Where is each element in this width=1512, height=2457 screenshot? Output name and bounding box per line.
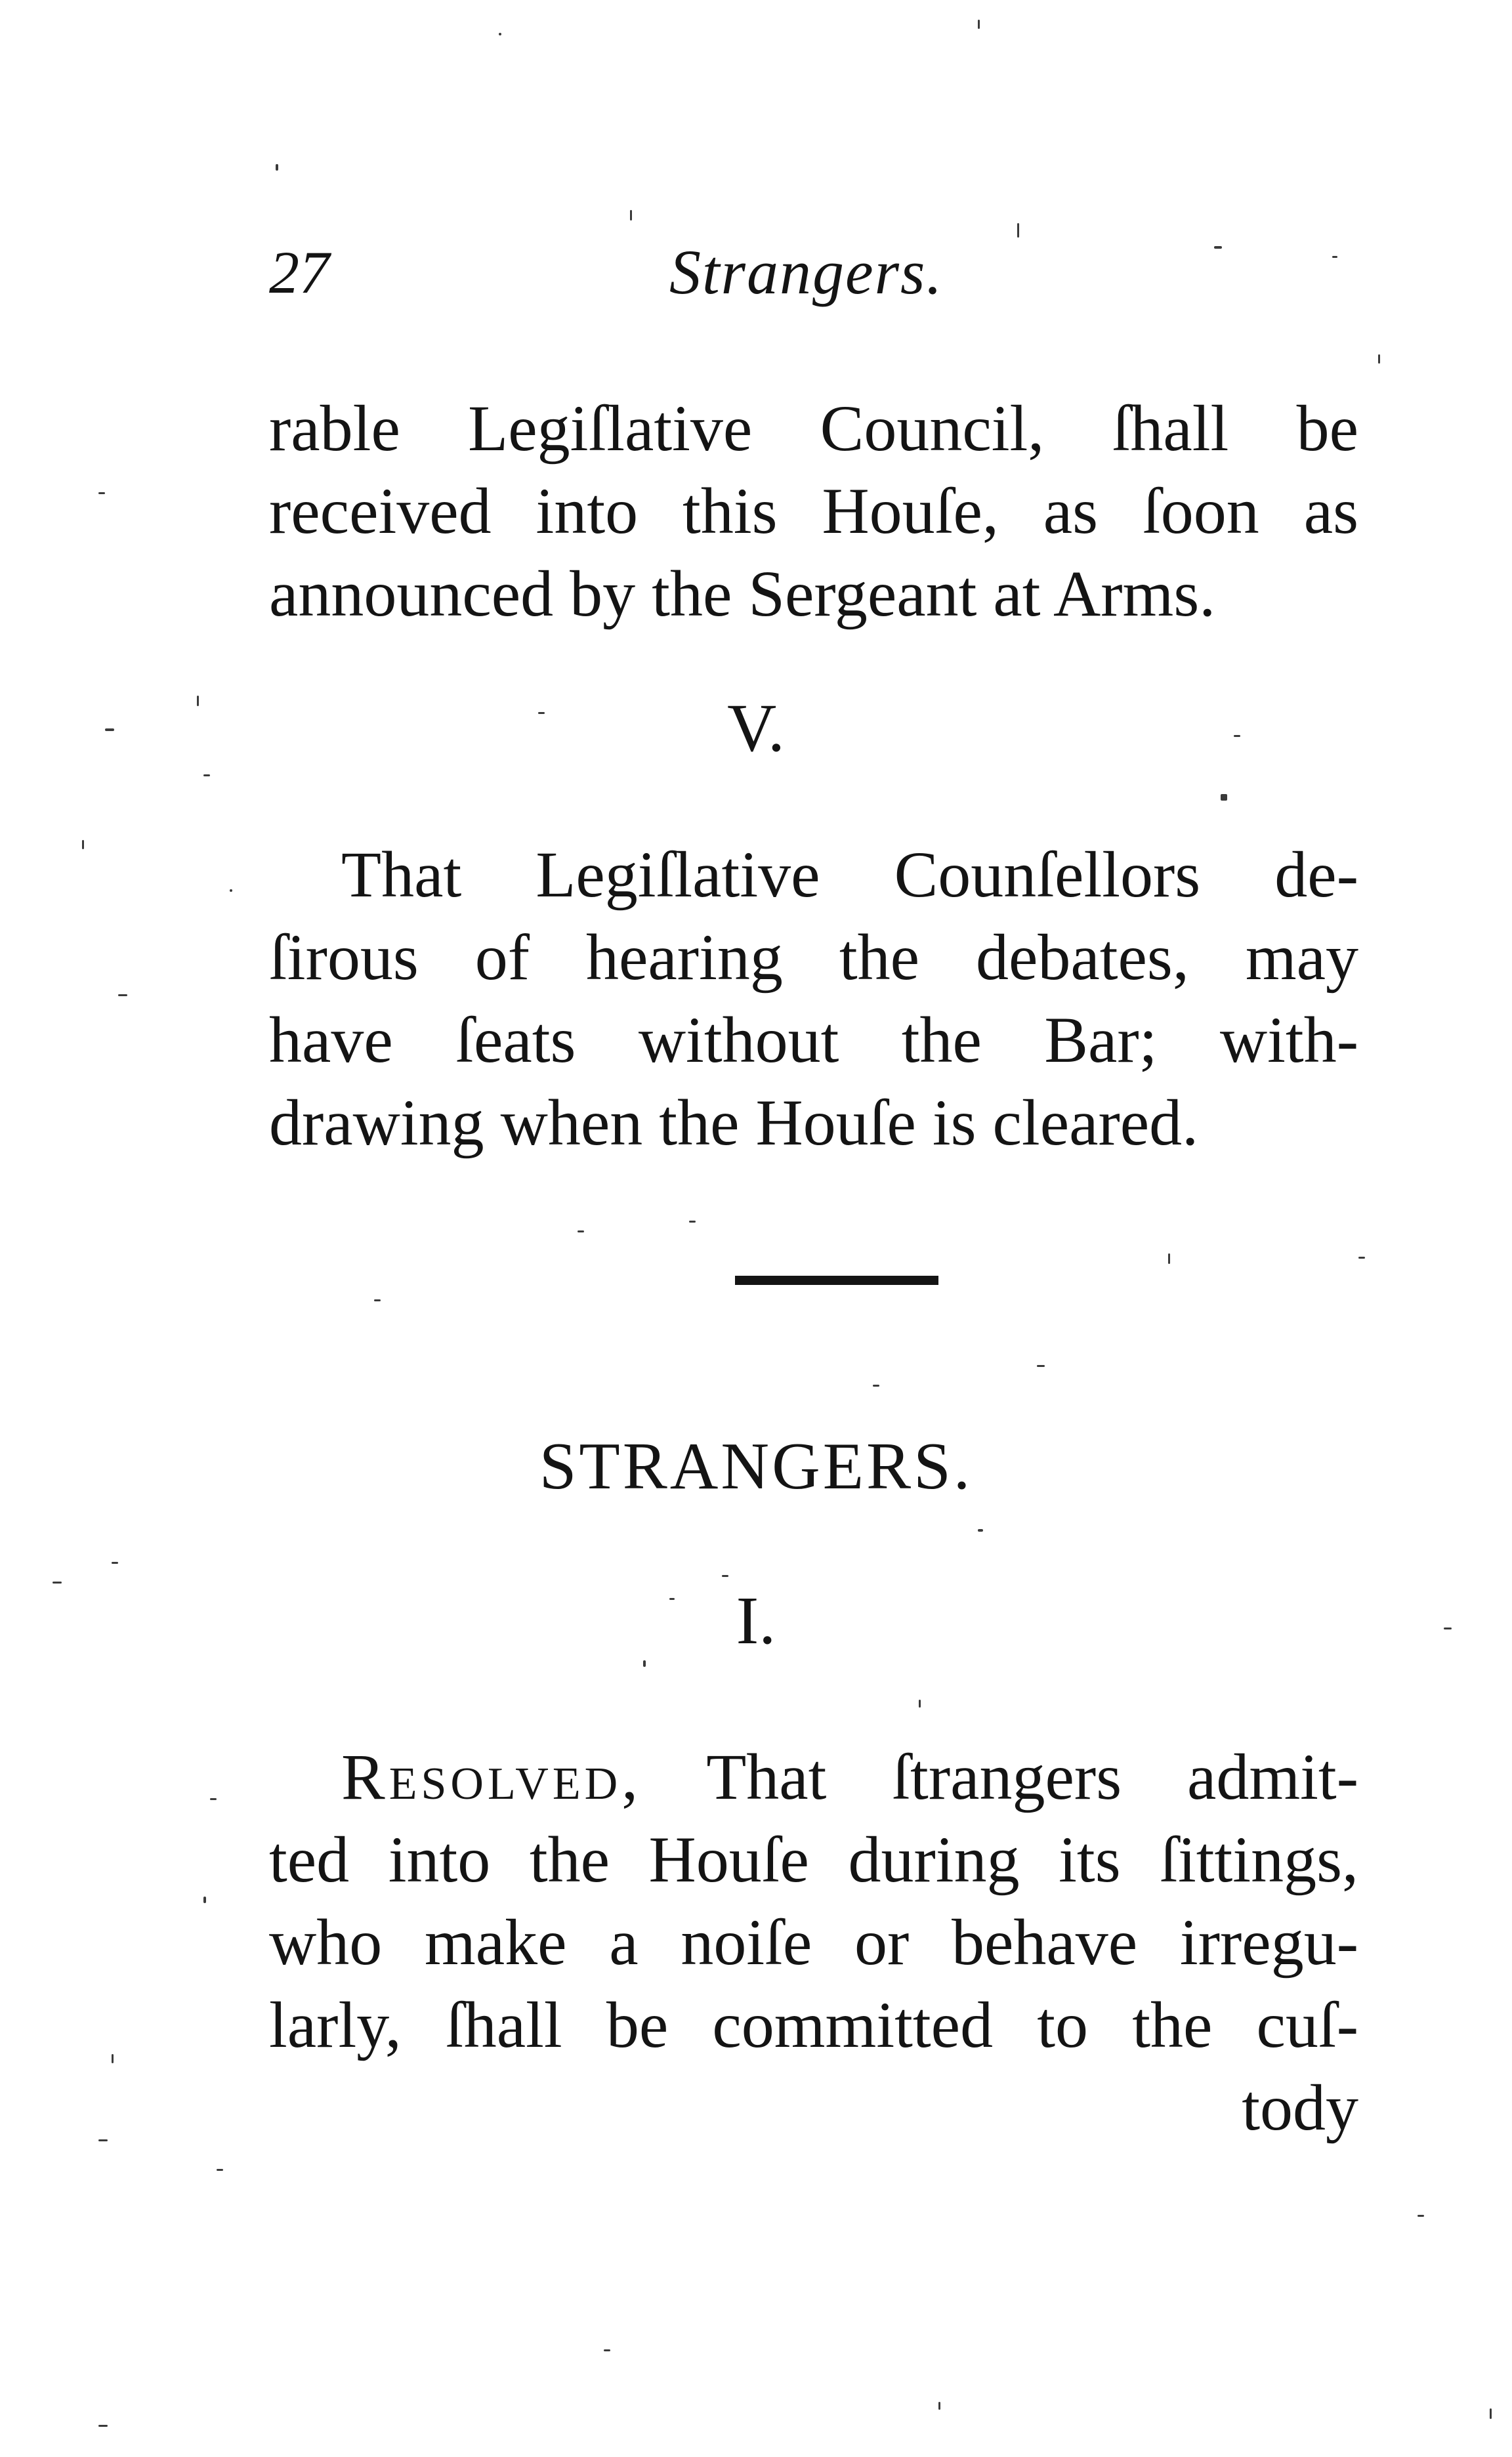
- scan-speck: [112, 1562, 118, 1564]
- scan-speck: [203, 774, 210, 776]
- scan-speck: [873, 1385, 879, 1387]
- scan-speck: [118, 994, 127, 996]
- scan-speck: [1017, 223, 1019, 238]
- running-head: [269, 233, 1358, 312]
- scan-speck: [98, 2425, 108, 2427]
- catchword: tody: [1242, 2071, 1358, 2144]
- scan-speck: [1168, 1253, 1170, 1264]
- scan-speck: [1418, 2215, 1424, 2217]
- section-five-paragraph: [269, 833, 1358, 1164]
- scan-speck: [210, 1798, 217, 1800]
- text-line: who make a noiſe or behave irregu-: [269, 1906, 1358, 1979]
- text-line: rable Legiſlative Council, ſhall be: [269, 392, 1358, 465]
- scan-speck: [105, 728, 114, 731]
- scan-speck: [978, 20, 980, 29]
- scan-speck: [919, 1700, 921, 1708]
- scan-speck: [112, 2054, 114, 2063]
- scan-speck: [230, 889, 232, 892]
- scan-speck: [98, 2139, 108, 2141]
- scan-speck: [1214, 246, 1222, 249]
- scan-speck: [276, 164, 278, 171]
- section-four-continuation: [269, 387, 1358, 635]
- text-line: That Legiſlative Counſellors de-: [341, 838, 1358, 911]
- text-line-first: [269, 1736, 1358, 1818]
- scan-speck: [1037, 1365, 1045, 1367]
- page-number: 27: [269, 239, 329, 306]
- scan-speck: [538, 712, 545, 714]
- scan-speck: [1234, 735, 1240, 737]
- scan-speck: [630, 210, 632, 220]
- scan-speck: [1221, 794, 1227, 801]
- scan-speck: [203, 1897, 206, 1903]
- scan-speck: [689, 1221, 696, 1223]
- text-line: ſirous of hearing the debates, may: [269, 921, 1358, 994]
- section-numeral-v: V.: [727, 690, 785, 766]
- scan-speck: [52, 1582, 62, 1584]
- text-line: drawing when the Houſe is cleared.: [269, 1086, 1199, 1159]
- text-line: have ſeats without the Bar; with-: [269, 1003, 1358, 1076]
- scan-speck: [374, 1299, 381, 1301]
- scan-speck: [1332, 256, 1337, 258]
- scan-speck: [643, 1660, 646, 1667]
- text-line: announced by the Sergeant at Arms.: [269, 557, 1216, 630]
- section-divider-rule: [735, 1276, 938, 1285]
- scan-speck: [722, 1575, 728, 1577]
- scan-speck: [499, 33, 501, 35]
- scan-speck: [1358, 1257, 1365, 1259]
- section-heading: STRANGERS.: [539, 1429, 973, 1503]
- scan-speck: [669, 1598, 675, 1600]
- scan-speck: [1444, 1628, 1452, 1629]
- scan-speck: [1378, 354, 1380, 364]
- text-line: ted into the Houſe during its ſittings,: [269, 1823, 1358, 1896]
- running-title: Strangers.: [669, 237, 944, 307]
- scan-speck: [578, 1230, 584, 1232]
- text-line: larly, ſhall be committed to the cuſ-: [269, 1988, 1358, 2061]
- resolved-word: Resolved,: [341, 1740, 642, 1813]
- section-numeral-i: I.: [736, 1583, 776, 1658]
- text-line-rest: That ſtrangers admit-: [706, 1740, 1359, 1813]
- scan-speck: [98, 492, 105, 494]
- text-line: received into this Houſe, as ſoon as: [269, 474, 1358, 547]
- scan-speck: [978, 1529, 983, 1532]
- scan-speck: [938, 2402, 940, 2410]
- scan-speck: [1490, 2408, 1492, 2419]
- scan-speck: [604, 2349, 610, 2351]
- scan-speck: [217, 2169, 223, 2171]
- strangers-paragraph: [269, 1736, 1358, 2149]
- scan-speck: [82, 840, 84, 849]
- scan-speck: [197, 696, 199, 706]
